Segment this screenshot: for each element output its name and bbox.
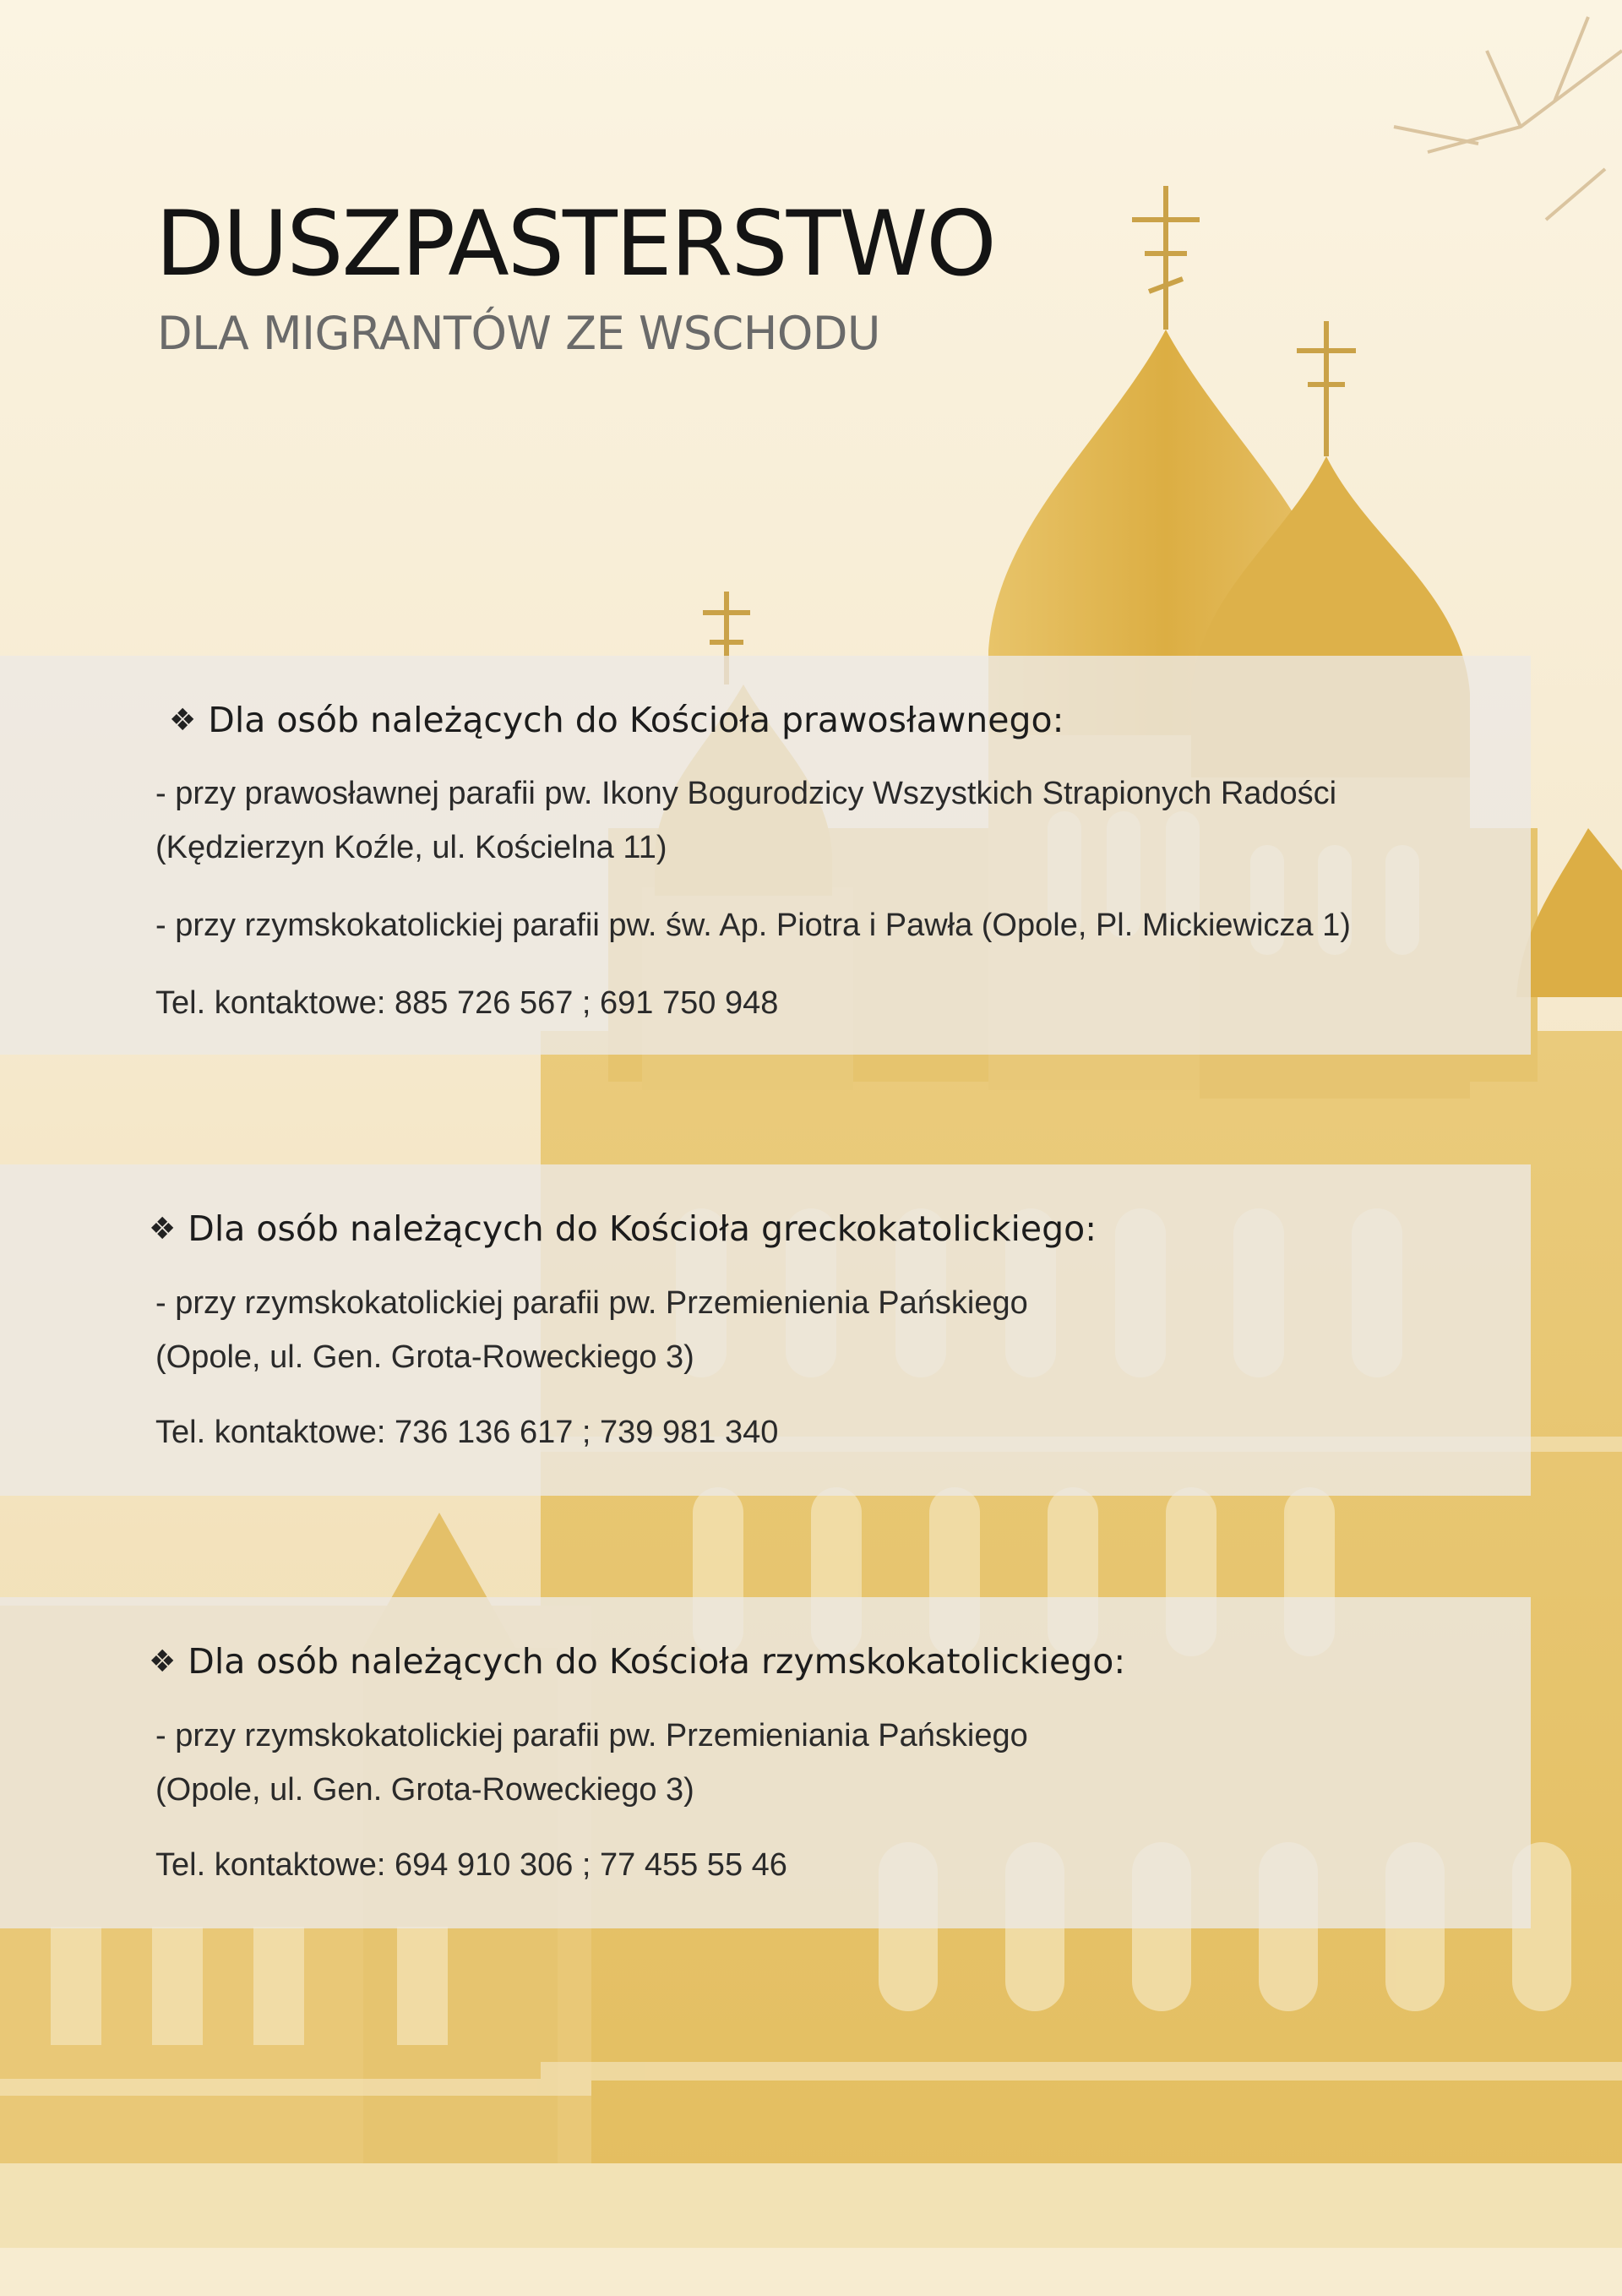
contact-phone: Tel. kontaktowe: 736 136 617 ; 739 981 340 — [155, 1415, 779, 1450]
section-heading: ❖ Dla osób należących do Kościoła rzymskokatolickiego: — [149, 1641, 1126, 1682]
section-line: (Opole, ul. Gen. Grota-Roweckiego 3) — [155, 1339, 694, 1375]
page-subtitle: DLA MIGRANTÓW ZE WSCHODU — [157, 307, 880, 360]
section-line: - przy rzymskokatolickiej parafii pw. Przemieniania Pańskiego — [155, 1718, 1028, 1753]
section-heading: ❖ Dla osób należących do Kościoła greckokatolickiego: — [149, 1208, 1097, 1249]
section-roman-catholic — [0, 1597, 1531, 1928]
section-heading: ❖ Dla osób należących do Kościoła prawosławnego: — [169, 700, 1064, 740]
four-diamond-bullet-icon: ❖ — [169, 703, 197, 738]
four-diamond-bullet-icon: ❖ — [149, 1212, 177, 1246]
section-line: - przy rzymskokatolickiej parafii pw. Przemienienia Pańskiego — [155, 1285, 1028, 1321]
page-title: DUSZPASTERSTWO — [155, 192, 995, 296]
section-line: - przy prawosławnej parafii pw. Ikony Bogurodzicy Wszystkich Strapionych Radości — [155, 776, 1337, 811]
four-diamond-bullet-icon: ❖ — [149, 1644, 177, 1679]
contact-phone: Tel. kontaktowe: 885 726 567 ; 691 750 948 — [155, 985, 779, 1021]
section-line: (Opole, ul. Gen. Grota-Roweckiego 3) — [155, 1772, 694, 1808]
section-line: - przy rzymskokatolickiej parafii pw. św. Ap. Piotra i Pawła (Opole, Pl. Mickiewicza 1) — [155, 908, 1351, 943]
section-line: (Kędzierzyn Koźle, ul. Kościelna 11) — [155, 830, 667, 865]
contact-phone: Tel. kontaktowe: 694 910 306 ; 77 455 55 46 — [155, 1847, 787, 1883]
section-greek-catholic — [0, 1164, 1531, 1496]
section-orthodox — [0, 656, 1531, 1055]
